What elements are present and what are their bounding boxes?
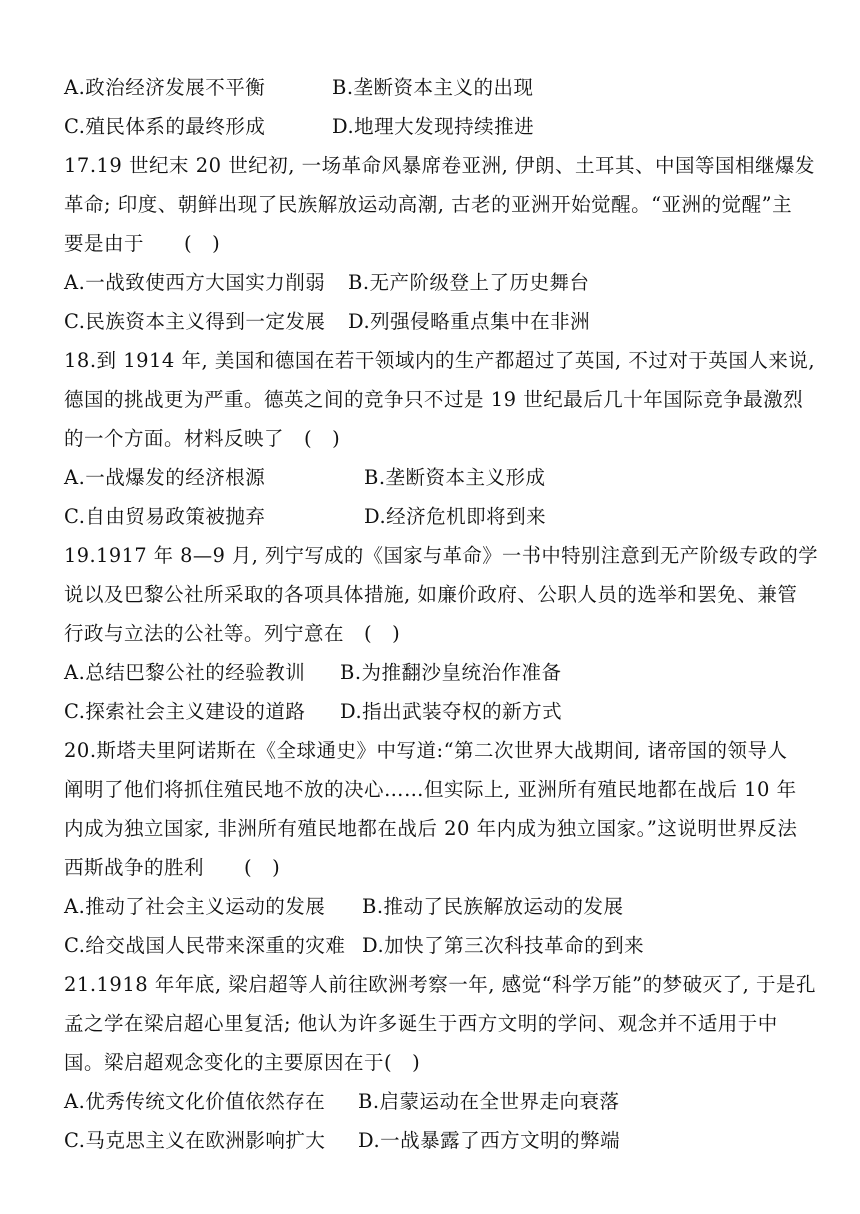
q18-stem-line-3: 的一个方面。材料反映了 ( ) (64, 427, 341, 450)
q18-options-row-2 (64, 497, 798, 536)
q20-option-a: A.推动了社会主义运动的发展 (64, 895, 326, 918)
q18-option-d: D.经济危机即将到来 (364, 505, 547, 528)
q19-option-c: C.探索社会主义建设的道路 (64, 700, 306, 723)
q21-stem-line-2: 孟之学在梁启超心里复活; 他认为许多诞生于西方文明的学问、观念并不适用于中 (64, 1012, 778, 1035)
q17-stem-line-3: 要是由于 ( ) (64, 232, 221, 255)
q20-option-b: B.推动了民族解放运动的发展 (362, 895, 624, 918)
q16-option-a: A.政治经济发展不平衡 (64, 76, 266, 99)
q20-stem-line-3: 内成为独立国家, 非洲所有殖民地都在战后 20 年内成为独立国家。”这说明世界反法 (64, 817, 798, 840)
q19-stem-line-2: 说以及巴黎公社所采取的各项具体措施, 如廉价政府、公职人员的选举和罢免、兼管 (64, 583, 798, 606)
q17-stem-line-2: 革命; 印度、朝鲜出现了民族解放运动高潮, 古老的亚洲开始觉醒。“亚洲的觉醒”主 (64, 193, 793, 216)
q17-option-b: B.无产阶级登上了历史舞台 (348, 271, 590, 294)
q19-option-b: B.为推翻沙皇统治作准备 (340, 661, 562, 684)
q16-options-row-2 (64, 107, 798, 146)
q17-options-row-2 (64, 302, 798, 341)
q20-option-c: C.给交战国人民带来深重的灾难 (64, 934, 346, 957)
q18-stem-line-2: 德国的挑战更为严重。德英之间的竞争只不过是 19 世纪最后几十年国际竞争最激烈 (64, 388, 804, 411)
q18-option-c: C.自由贸易政策被抛弃 (64, 505, 266, 528)
q19-stem-line-3: 行政与立法的公社等。列宁意在 ( ) (64, 622, 401, 645)
q16-option-b: B.垄断资本主义的出现 (332, 76, 534, 99)
q21-stem-line-3: 国。梁启超观念变化的主要原因在于( ) (64, 1051, 421, 1074)
q20-options-row-1 (64, 887, 798, 926)
q17-option-d: D.列强侵略重点集中在非洲 (348, 310, 591, 333)
q21-options-row-2 (64, 1121, 798, 1160)
q19-stem-line-1: 19.1917 年 8—9 月, 列宁写成的《国家与革命》一书中特别注意到无产阶级专政的学 (64, 544, 818, 567)
q21-option-c: C.马克思主义在欧洲影响扩大 (64, 1129, 326, 1152)
q16-option-d: D.地理大发现持续推进 (332, 115, 535, 138)
q16-options-row-1 (64, 68, 798, 107)
q21-option-b: B.启蒙运动在全世界走向衰落 (358, 1090, 620, 1113)
q20-option-d: D.加快了第三次科技革命的到来 (362, 934, 645, 957)
q18-stem-line-1: 18.到 1914 年, 美国和德国在若干领域内的生产都超过了英国, 不过对于英国人来说, (64, 349, 816, 372)
q19-option-a: A.总结巴黎公社的经验教训 (64, 661, 306, 684)
q17-option-c: C.民族资本主义得到一定发展 (64, 310, 326, 333)
q18-option-a: A.一战爆发的经济根源 (64, 466, 266, 489)
q17-option-a: A.一战致使西方大国实力削弱 (64, 271, 326, 294)
q21-stem-line-1: 21.1918 年年底, 梁启超等人前往欧洲考察一年, 感觉“科学万能”的梦破灭了, 于是孔 (64, 973, 816, 996)
q16-option-c: C.殖民体系的最终形成 (64, 115, 266, 138)
q21-option-d: D.一战暴露了西方文明的弊端 (358, 1129, 621, 1152)
q20-stem-line-1: 20.斯塔夫里阿诺斯在《全球通史》中写道:“第二次世界大战期间, 诸帝国的领导人 (64, 739, 788, 762)
q19-options-row-2 (64, 692, 798, 731)
q20-stem-line-4: 西斯战争的胜利 ( ) (64, 856, 281, 879)
q21-option-a: A.优秀传统文化价值依然存在 (64, 1090, 326, 1113)
q18-options-row-1 (64, 458, 798, 497)
q19-option-d: D.指出武装夺权的新方式 (340, 700, 563, 723)
q20-options-row-2 (64, 926, 798, 965)
q19-options-row-1 (64, 653, 798, 692)
q17-stem-line-1: 17.19 世纪末 20 世纪初, 一场革命风暴席卷亚洲, 伊朗、土耳其、中国等国相继爆发 (64, 154, 816, 177)
q18-option-b: B.垄断资本主义形成 (364, 466, 546, 489)
q20-stem-line-2: 阐明了他们将抓住殖民地不放的决心……但实际上, 亚洲所有殖民地都在战后 10 年 (64, 778, 797, 801)
q17-options-row-1 (64, 263, 798, 302)
q21-options-row-1 (64, 1082, 798, 1121)
